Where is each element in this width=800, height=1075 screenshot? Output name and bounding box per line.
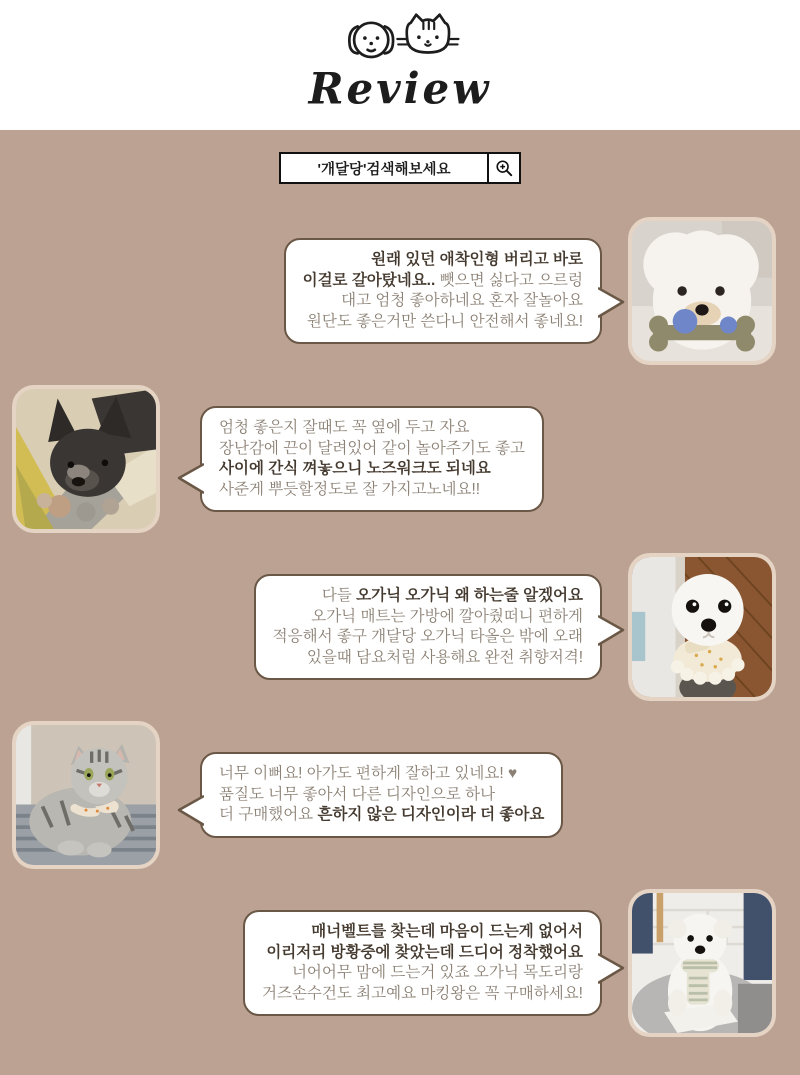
review-bubble bbox=[200, 752, 563, 838]
search-placeholder-text: '개달당'검색해보세요 bbox=[317, 161, 451, 178]
review-photo-french-bulldog bbox=[12, 385, 160, 533]
review-row bbox=[0, 553, 800, 701]
review-photo-maltese-lace-bib bbox=[628, 553, 776, 701]
review-line: 거즈손수건도 최고예요 마킹왕은 꼭 구매하세요! bbox=[262, 984, 583, 1002]
review-bubble bbox=[284, 238, 602, 344]
review-line: 매너벨트를 찾는데 마음이 드는게 없어서 bbox=[311, 923, 583, 940]
review-text bbox=[219, 764, 544, 826]
dog-cat-doodle-icon bbox=[334, 12, 466, 66]
bubble-tail-icon bbox=[176, 463, 204, 495]
review-photo-tabby-cat bbox=[12, 721, 160, 869]
bubble-tail-icon bbox=[176, 795, 204, 827]
review-line: 원래 있던 애착인형 버리고 바로 bbox=[371, 251, 583, 268]
review-bubble bbox=[254, 574, 602, 680]
zoom-in-magnifier-icon bbox=[495, 159, 513, 177]
review-text bbox=[273, 586, 583, 668]
review-bubble bbox=[200, 406, 544, 512]
review-line: 너무 이뻐요! 아가도 편하게 잘하고 있네요! ♥ bbox=[219, 765, 518, 783]
review-text bbox=[219, 418, 525, 500]
review-row bbox=[0, 217, 800, 365]
bubble-tail-icon bbox=[598, 615, 626, 647]
review-row bbox=[0, 721, 800, 869]
review-line: 이걸로 갈아탔네요.. 뺏으면 싫다고 으르렁 bbox=[302, 271, 583, 289]
review-line: 원단도 좋은거만 쓴다니 안전해서 좋네요! bbox=[306, 312, 583, 330]
content-area bbox=[0, 130, 800, 1075]
search-bar[interactable] bbox=[279, 152, 521, 184]
review-line: 더 구매했어요 흔하지 않은 디자인이라 더 좋아요 bbox=[219, 806, 545, 824]
bubble-tail-icon bbox=[598, 287, 626, 319]
review-text bbox=[262, 922, 583, 1004]
page-title: Review bbox=[308, 63, 492, 114]
search-button[interactable] bbox=[487, 154, 519, 182]
review-line: 사이에 간식 껴놓으니 노즈워크도 되네요 bbox=[219, 460, 491, 477]
review-text bbox=[303, 250, 583, 332]
review-row bbox=[0, 889, 800, 1037]
bubble-tail-icon bbox=[598, 953, 626, 985]
review-line: 있을때 담요처럼 사용해요 완전 취향저격! bbox=[306, 648, 583, 666]
review-line: 적응해서 좋구 개달당 오가닉 타올은 밖에 오래 bbox=[272, 628, 583, 645]
review-line: 오가닉 매트는 가방에 깔아줬떠니 편하게 bbox=[311, 607, 583, 625]
review-line: 품질도 너무 좋아서 다른 디자인으로 하나 bbox=[219, 785, 496, 803]
review-photo-bichon-with-toy bbox=[628, 217, 776, 365]
review-line: 너어어무 맘에 드는거 있죠 오가닉 목도리랑 bbox=[291, 964, 583, 981]
page-header bbox=[0, 0, 800, 130]
review-line: 이리저리 방황중에 찾았는데 드디어 정착했어요 bbox=[266, 943, 583, 961]
review-line: 사준게 뿌듯할정도로 잘 가지고노네요!! bbox=[219, 480, 481, 498]
review-line: 대고 엄청 좋아하네요 혼자 잘놀아요 bbox=[341, 292, 583, 309]
review-line: 엄청 좋은지 잘때도 꼭 옆에 두고 자요 bbox=[219, 419, 470, 436]
review-row bbox=[0, 385, 800, 533]
review-bubble bbox=[243, 910, 602, 1016]
review-line: 장난감에 끈이 달려있어 같이 놀아주기도 좋고 bbox=[219, 439, 526, 457]
review-photo-maltese-scarf bbox=[628, 889, 776, 1037]
review-line: 다들 오가닉 오가닉 왜 하는줄 알겠어요 bbox=[321, 587, 583, 604]
